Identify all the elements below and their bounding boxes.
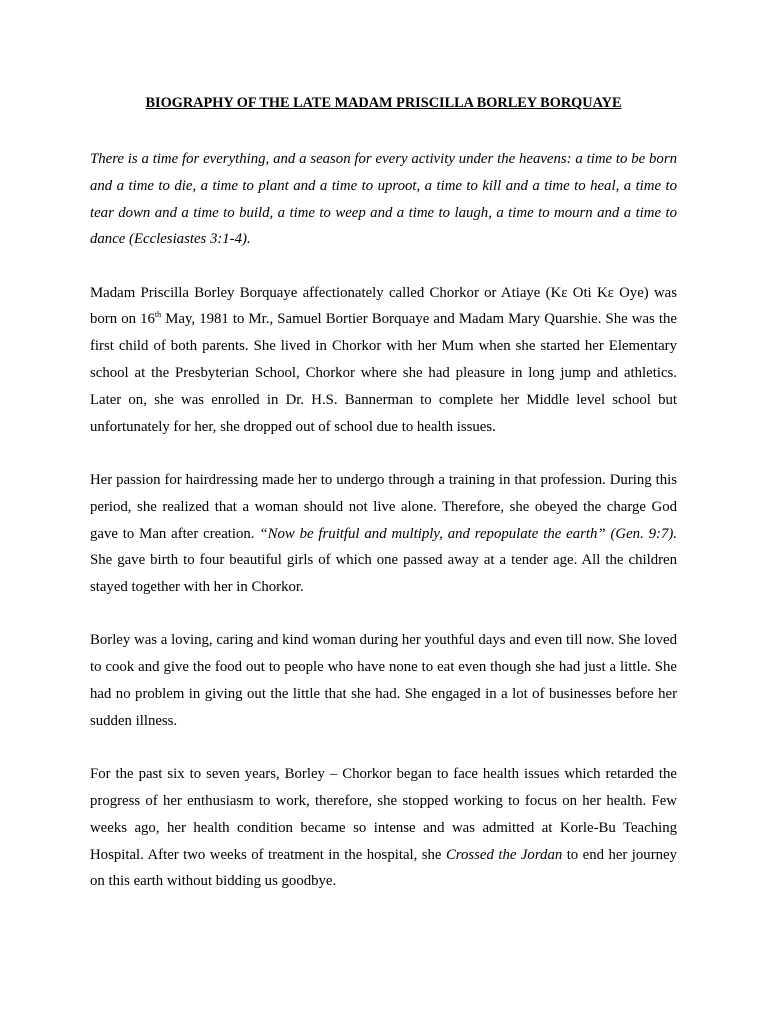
paragraph-career-family xyxy=(90,467,677,601)
paragraph-career-family-text-b: She gave birth to four beautiful girls of which one passed away at a tender age. All the children stayed together with her in Chorkor. xyxy=(90,552,677,596)
paragraph-illness-text-a: For the past six to seven years, Borley – Chorkor began to face health issues which retarded the progress of her enthusiasm to work, therefore, she stopped working to focus on her health. Few weeks ago, her health condition became so intense and was admitted at Korle-Bu Teaching Hospital. After two weeks of treatment in the hospital, she xyxy=(90,766,677,863)
scripture-quote: “Now be fruitful and multiply, and repopulate the earth” (Gen. 9:7). xyxy=(259,525,677,542)
paragraph-illness xyxy=(90,761,677,895)
epigraph-paragraph: There is a time for everything, and a season for every activity under the heavens: a time to be born and a time to die, a time to plant and a time to uproot, a time to kill and a time to heal, a time to tear down and a time to build, a time to weep and a time to laugh, a time to mourn and a time to dance (Ecclesiastes 3:1-4). xyxy=(90,151,677,248)
document-title: BIOGRAPHY OF THE LATE MADAM PRISCILLA BORLEY BORQUAYE xyxy=(145,95,622,111)
paragraph-illness-text-b: to end her journey on this earth without bidding us goodbye. xyxy=(90,846,677,890)
paragraph-career-family-text-a: Her passion for hairdressing made her to undergo through a training in that profession. During this period, she realized that a woman should not live alone. Therefore, she obeyed the charge God gave to Man after creation. xyxy=(90,471,677,542)
paragraph-early-life-text-a: Madam Priscilla Borley Borquaye affectionately called Chorkor or Atiaye (Kɛ Oti Kɛ Oye) was born on 16 xyxy=(90,284,677,328)
crossed-the-jordan-phrase: Crossed the Jordan xyxy=(445,846,563,863)
paragraph-early-life xyxy=(90,280,677,441)
paragraph-early-life-text-b: May, 1981 to Mr., Samuel Bortier Borquaye and Madam Mary Quarshie. She was the first child of both parents. She lived in Chorkor with her Mum when she started her Elementary school at the Presbyterian School, Chorkor where she had pleasure in long jump and athletics. Later on, she was enrolled in Dr. H.S. Bannerman to complete her Middle level school but unfortunately for her, she dropped out of school due to health issues. xyxy=(90,311,677,435)
ordinal-suffix: th xyxy=(154,310,162,320)
document-page xyxy=(90,94,677,922)
paragraph-character: Borley was a loving, caring and kind woman during her youthful days and even till now. She loved to cook and give the food out to people who have none to eat even though she had just a little. She had no problem in giving out the little that she had. She engaged in a lot of businesses before her sudden illness. xyxy=(90,632,677,729)
